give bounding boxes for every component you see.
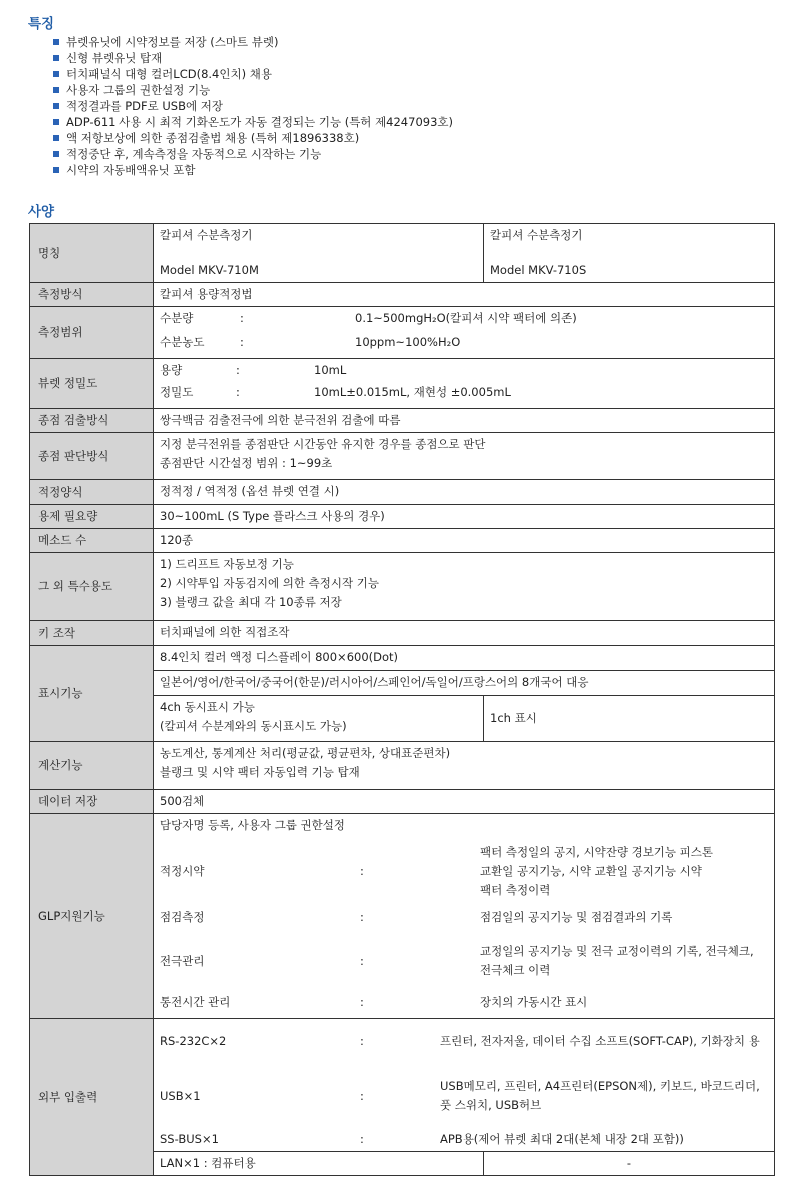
spec-row-methods	[30, 529, 775, 553]
range-value: 0.1~500mgH₂O(칼피셔 시약 팩터에 의존)	[355, 311, 577, 325]
model-m-name: 칼피셔 수분측정기	[160, 228, 253, 242]
lan-s-cell: -	[484, 1152, 775, 1176]
glp-key: 전극관리	[160, 953, 205, 968]
spec-table	[29, 223, 775, 1176]
feature-item: ADP-611 사용 시 최적 기화온도가 자동 결정되는 기능 (특허 제4247093호)	[52, 114, 453, 130]
range-colon: :	[240, 335, 244, 349]
spec-row-judge	[30, 433, 775, 480]
display-value: 일본어/영어/한국어/중국어(한문)/러시아어/스페인어/독일어/프랑스어의 8개국어 대응	[154, 671, 775, 696]
glp-value: 팩터 측정일의 공지, 시약잔량 경보기능 피스톤 교환일 공지기능, 시약 교환일 공지기능 시약 팩터 측정이력	[480, 845, 714, 897]
spec-row-data	[30, 790, 775, 814]
burette-value: 10mL	[314, 363, 347, 377]
row-label: 계산기능	[30, 742, 154, 790]
row-value: 120종	[154, 529, 775, 553]
io-value: 프린터, 전자저울, 데이터 수집 소프트(SOFT-CAP), 기화장치 용	[440, 1033, 760, 1048]
special-line: 2) 시약투입 자동검지에 의한 측정시작 기능	[160, 576, 379, 590]
glp-colon: :	[360, 953, 364, 968]
burette-colon: :	[236, 385, 240, 399]
lan-m-cell: LAN×1 : 컴퓨터용	[154, 1152, 484, 1176]
model-s-name: 칼피셔 수분측정기	[490, 228, 583, 242]
row-label: 뷰렛 정밀도	[30, 359, 154, 409]
model-m-cell	[154, 224, 484, 283]
row-value: 칼피셔 용량적정법	[154, 283, 775, 307]
row-value	[154, 307, 775, 359]
range-colon: :	[240, 311, 244, 325]
feature-item: 적정결과를 PDF로 USB에 저장	[52, 98, 453, 114]
glp-value: 점검일의 공지기능 및 점검결과의 기록	[480, 909, 673, 924]
display-m-cell	[154, 696, 484, 742]
spec-row-name	[30, 224, 775, 283]
feature-item: 적정중단 후, 계속측정을 자동적으로 시작하는 기능	[52, 146, 453, 162]
spec-row-solvent	[30, 505, 775, 529]
row-label: 측정방식	[30, 283, 154, 307]
range-label: 수분량	[160, 311, 194, 325]
special-line: 1) 드리프트 자동보정 기능	[160, 557, 294, 571]
spec-title: 사양	[28, 204, 55, 220]
io-colon: :	[360, 1131, 364, 1146]
row-value	[154, 742, 775, 790]
spec-row-titration	[30, 480, 775, 505]
spec-row-range	[30, 307, 775, 359]
row-label: 명칭	[30, 224, 154, 283]
row-value: 정적정 / 역적정 (옵션 뷰렛 연결 시)	[154, 480, 775, 505]
glp-intro: 담당자명 등록, 사용자 그룹 권한설정	[160, 818, 345, 832]
row-value: 30~100mL (S Type 플라스크 사용의 경우)	[154, 505, 775, 529]
row-value: 500검체	[154, 790, 775, 814]
spec-row-endpoint	[30, 409, 775, 433]
calc-line: 블랭크 및 시약 팩터 자동입력 기능 탑재	[160, 765, 360, 779]
row-value	[154, 359, 775, 409]
burette-colon: :	[236, 363, 240, 377]
row-value: 쌍극백금 검출전극에 의한 분극전위 검출에 따름	[154, 409, 775, 433]
io-key: USB×1	[160, 1088, 201, 1103]
glp-value: 장치의 가동시간 표시	[480, 994, 588, 1009]
row-label: 종점 검출방식	[30, 409, 154, 433]
burette-label: 정밀도	[160, 385, 194, 399]
row-label: 측정범위	[30, 307, 154, 359]
feature-item: 액 저항보상에 의한 종점검출법 채용 (특허 제1896338호)	[52, 130, 453, 146]
display-line: (칼피셔 수분계와의 동시표시도 가능)	[160, 719, 347, 733]
burette-value: 10mL±0.015mL, 재현성 ±0.005mL	[314, 385, 511, 399]
row-label: 종점 판단방식	[30, 433, 154, 480]
feature-item: 시약의 자동배액유닛 포함	[52, 162, 453, 178]
io-value: APB용(제어 뷰렛 최대 2대(본체 내장 2대 포함))	[440, 1131, 684, 1146]
special-line: 3) 블랭크 값을 최대 각 10종류 저장	[160, 595, 342, 609]
spec-row-key	[30, 621, 775, 646]
io-value: USB메모리, 프린터, A4프린터(EPSON제), 키보드, 바코드리더, 풋 스위치, USB허브	[440, 1079, 760, 1112]
feature-item: 뷰렛유닛에 시약정보를 저장 (스마트 뷰렛)	[52, 34, 453, 50]
row-label: 그 외 특수용도	[30, 553, 154, 621]
spec-row-calc	[30, 742, 775, 790]
row-label: 외부 입출력	[30, 1019, 154, 1176]
row-label: 적정양식	[30, 480, 154, 505]
spec-row-glp	[30, 814, 775, 1019]
spec-row-io	[30, 1019, 775, 1152]
row-label: 표시기능	[30, 646, 154, 742]
judge-line: 지정 분극전위를 종점판단 시간동안 유지한 경우를 종점으로 판단	[160, 437, 486, 451]
spec-row-special	[30, 553, 775, 621]
glp-key: 점검측정	[160, 909, 205, 924]
features-list	[52, 34, 453, 178]
glp-key: 적정시약	[160, 864, 205, 878]
glp-colon: :	[360, 864, 364, 878]
feature-item: 터치패널식 대형 컬러LCD(8.4인치) 채용	[52, 66, 453, 82]
row-value: 터치패널에 의한 직접조작	[154, 621, 775, 646]
display-s-cell: 1ch 표시	[484, 696, 775, 742]
calc-line: 농도계산, 통계계산 처리(평균값, 평균편차, 상대표준편차)	[160, 746, 451, 760]
glp-value: 교정일의 공지기능 및 전극 교정이력의 기록, 전극체크, 전극체크 이력	[480, 944, 754, 977]
model-m-number: Model MKV-710M	[160, 263, 259, 277]
row-value	[154, 433, 775, 480]
feature-item: 신형 뷰렛유닛 탑재	[52, 50, 453, 66]
burette-label: 용량	[160, 363, 183, 377]
row-value	[154, 553, 775, 621]
model-s-number: Model MKV-710S	[490, 263, 587, 277]
range-value: 10ppm~100%H₂O	[355, 335, 461, 349]
glp-colon: :	[360, 994, 364, 1009]
row-label: 메소드 수	[30, 529, 154, 553]
feature-item: 사용자 그룹의 권한설정 기능	[52, 82, 453, 98]
io-key: SS-BUS×1	[160, 1131, 219, 1146]
judge-line: 종점판단 시간설정 범위 : 1~99초	[160, 456, 333, 470]
display-value: 8.4인치 컬러 액정 디스플레이 800×600(Dot)	[154, 646, 775, 671]
row-label: 데이터 저장	[30, 790, 154, 814]
range-label: 수분농도	[160, 335, 205, 349]
spec-row-burette	[30, 359, 775, 409]
io-colon: :	[360, 1033, 364, 1048]
display-line: 4ch 동시표시 가능	[160, 700, 255, 714]
row-value	[154, 1019, 775, 1152]
spec-row-method	[30, 283, 775, 307]
io-colon: :	[360, 1088, 364, 1103]
features-title: 특징	[28, 16, 55, 32]
glp-key: 통전시간 관리	[160, 994, 231, 1009]
row-label: 키 조작	[30, 621, 154, 646]
spec-row-display	[30, 646, 775, 671]
model-s-cell	[484, 224, 775, 283]
row-label: GLP지원기능	[30, 814, 154, 1019]
row-value	[154, 814, 775, 1019]
row-label: 용제 필요량	[30, 505, 154, 529]
glp-colon: :	[360, 909, 364, 924]
io-key: RS-232C×2	[160, 1033, 227, 1048]
